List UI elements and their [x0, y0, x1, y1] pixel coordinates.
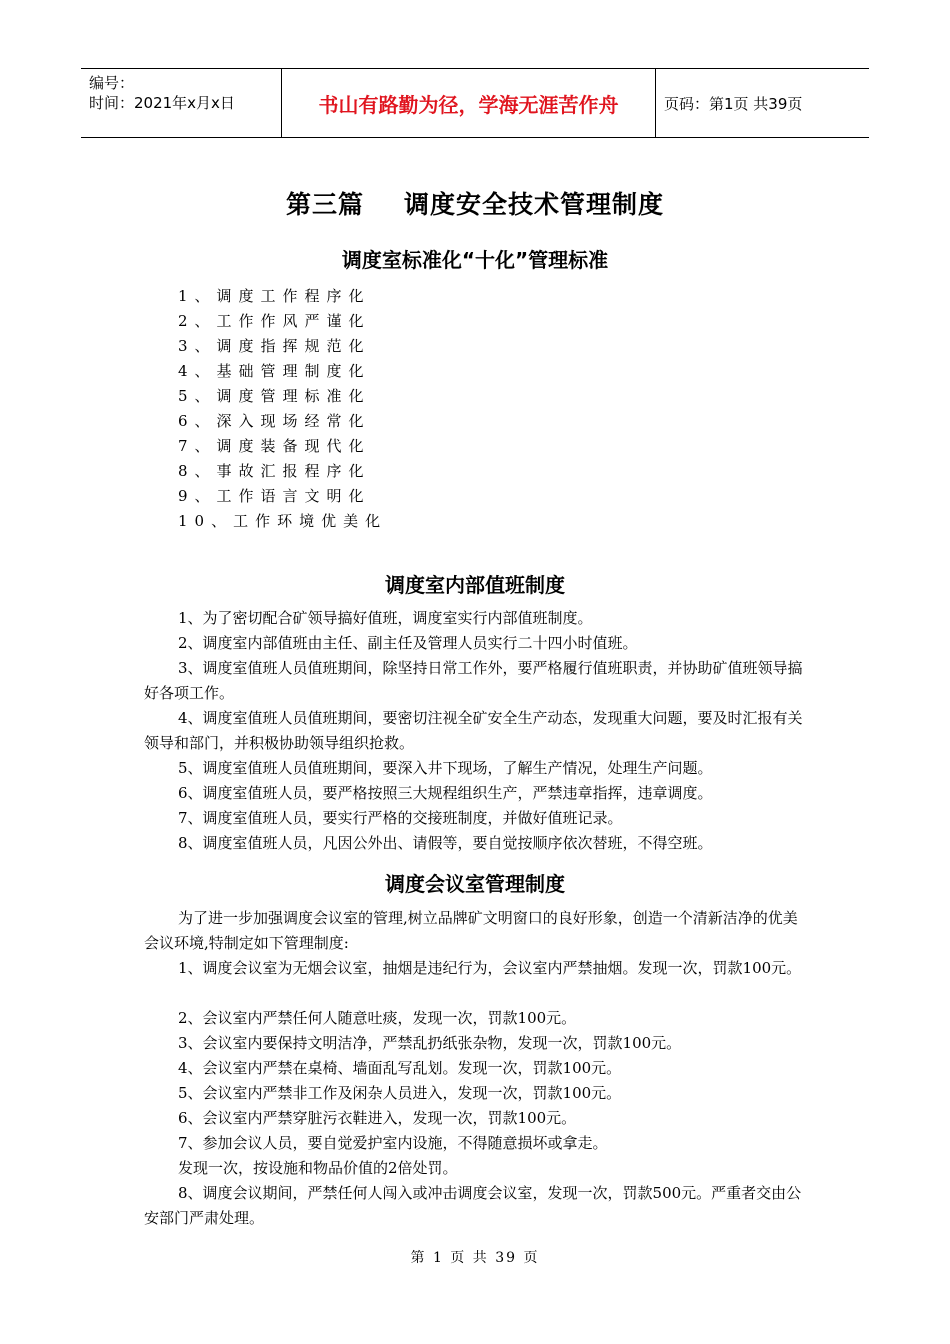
- date-label: 时间：2021年x月x日: [89, 94, 235, 112]
- paragraph: 5、会议室内严禁非工作及闲杂人员进入，发现一次，罚款100元。: [178, 1084, 622, 1102]
- list-item: 9、工作语言文明化: [178, 487, 371, 505]
- paragraph: 8、调度会议期间，严禁任何人闯入或冲击调度会议室，发现一次，罚款500元。严重者交由公安部门严肃处理。: [144, 1184, 802, 1227]
- list-item: 2、工作作风严谨化: [178, 312, 371, 330]
- header-motto: 书山有路勤为径，学海无涯苦作舟: [282, 69, 656, 137]
- list-item: 10、工作环境优美化: [178, 512, 388, 530]
- paragraph: 1、为了密切配合矿领导搞好值班，调度室实行内部值班制度。: [178, 609, 593, 627]
- header-meta: [81, 69, 282, 137]
- section-title-meeting-room: 调度会议室管理制度: [385, 872, 565, 896]
- list-item: 7、调度装备现代化: [178, 437, 371, 455]
- standardization-list: [178, 284, 387, 534]
- paragraph: 6、会议室内严禁穿脏污衣鞋进入，发现一次，罚款100元。: [178, 1109, 577, 1127]
- section-title-standardization: 调度室标准化“十化”管理标准: [341, 248, 609, 272]
- paragraph: 4、会议室内严禁在桌椅、墙面乱写乱划。发现一次，罚款100元。: [178, 1059, 622, 1077]
- title-suffix: 调度安全技术管理制度: [404, 190, 665, 219]
- paragraph: 7、调度室值班人员，要实行严格的交接班制度，并做好值班记录。: [178, 809, 623, 827]
- section-title-duty: 调度室内部值班制度: [385, 573, 565, 597]
- paragraph: 3、调度室值班人员值班期间，除坚持日常工作外，要严格履行值班职责，并协助矿值班领导搞好各项工作。: [144, 659, 803, 702]
- list-item: 8、事故汇报程序化: [178, 462, 371, 480]
- paragraph: 2、会议室内严禁任何人随意吐痰，发现一次，罚款100元。: [178, 1009, 577, 1027]
- paragraph: 6、调度室值班人员，要严格按照三大规程组织生产，严禁违章指挥，违章调度。: [178, 784, 713, 802]
- paragraph: 8、调度室值班人员，凡因公外出、请假等，要自觉按顺序依次替班，不得空班。: [178, 834, 713, 852]
- list-item: 3、调度指挥规范化: [178, 337, 371, 355]
- page-footer: 第 1 页 共 39 页: [410, 1250, 540, 1266]
- paragraph: 1、调度会议室为无烟会议室，抽烟是违纪行为，会议室内严禁抽烟。发现一次，罚款100元。: [178, 959, 802, 977]
- paragraph: 为了进一步加强调度会议室的管理,树立品牌矿文明窗口的良好形象，创造一个清新洁净的优美会议环境,特制定如下管理制度:: [144, 909, 798, 952]
- paragraph: 2、调度室内部值班由主任、副主任及管理人员实行二十四小时值班。: [178, 634, 638, 652]
- header-page-number: 页码：第1页 共39页: [664, 94, 803, 113]
- list-item: 4、基础管理制度化: [178, 362, 371, 380]
- page-header: [81, 68, 869, 138]
- paragraph: 3、会议室内要保持文明洁净，严禁乱扔纸张杂物，发现一次，罚款100元。: [178, 1034, 682, 1052]
- list-item: 5、调度管理标准化: [178, 387, 371, 405]
- list-item: 6、深入现场经常化: [178, 412, 371, 430]
- title-part: 第三篇: [285, 190, 364, 219]
- page-title: [0, 185, 950, 221]
- paragraph: 4、调度室值班人员值班期间，要密切注视全矿安全生产动态，发现重大问题，要及时汇报有关领导和部门，并积极协助领导组织抢救。: [144, 709, 803, 752]
- paragraph: 5、调度室值班人员值班期间，要深入井下现场，了解生产情况，处理生产问题。: [178, 759, 713, 777]
- paragraph: 发现一次，按设施和物品价值的2倍处罚。: [178, 1159, 458, 1177]
- paragraph: 7、参加会议人员，要自觉爱护室内设施，不得随意损坏或拿走。: [178, 1134, 608, 1152]
- list-item: 1、调度工作程序化: [178, 287, 371, 305]
- number-label: 编号：: [89, 74, 135, 92]
